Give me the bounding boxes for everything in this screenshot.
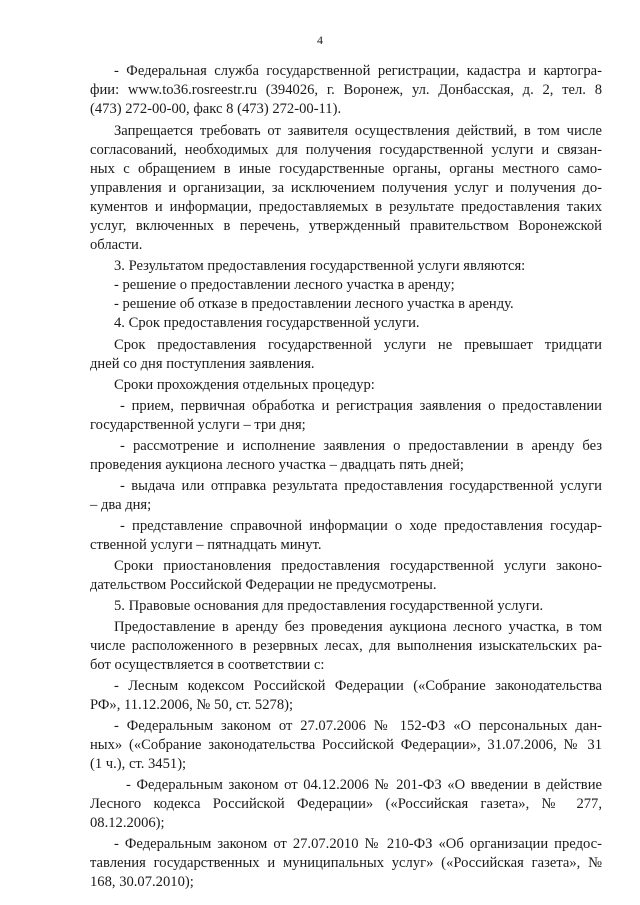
page-number: 4 — [317, 33, 323, 47]
text-line: (473) 272-00-00, факс 8 (473) 272-00-11). — [90, 101, 342, 117]
text-line: 3. Результатом предоставления государственной услуги являются: — [114, 258, 526, 274]
text-line: дательством Российской Федерации не предусмотрены. — [90, 577, 437, 593]
text-line: - Федеральным законом от 04.12.2006 № 201-ФЗ «О введении в действие — [126, 777, 602, 793]
text-line: ных с обращением в иные государственные органы, органы местного само- — [90, 161, 602, 177]
text-line: 5. Правовые основания для предоставления государственной услуги. — [114, 598, 544, 614]
text-line: (1 ч.), ст. 3451); — [90, 756, 187, 772]
text-line: тавления государственных и муниципальных услуг» («Российская газета», № — [90, 855, 602, 871]
text-line: РФ», 11.12.2006, № 50, ст. 5278); — [90, 697, 294, 713]
text-line: Сроки приостановления предоставления государственной услуги законо- — [114, 558, 602, 574]
text-line: - решение об отказе в предоставлении лесного участка в аренду. — [114, 296, 514, 312]
text-line: - Федеральная служба государственной регистрации, кадастра и картогра- — [114, 63, 602, 79]
text-line: кументов и информации, предоставляемых в результате предоставления таких — [90, 199, 602, 215]
text-line: - решение о предоставлении лесного участка в аренду; — [114, 277, 455, 293]
text-line: - Федеральным законом от 27.07.2010 № 210-ФЗ «Об организации предос- — [114, 836, 602, 852]
text-line: - прием, первичная обработка и регистрация заявления о предоставлении — [120, 398, 602, 414]
text-line: Срок предоставления государственной услуги не превышает тридцати — [114, 337, 602, 353]
text-line: 4. Срок предоставления государственной услуги. — [114, 315, 420, 331]
text-line: Запрещается требовать от заявителя осуществления действий, в том числе — [114, 123, 602, 139]
text-line: управления и организации, за исключением получения услуг и получения до- — [90, 180, 602, 196]
text-line: услуг, включенных в перечень, утвержденный правительством Воронежской — [90, 218, 602, 234]
text-line: ственной услуги – пятнадцать минут. — [90, 537, 322, 553]
text-line: 08.12.2006); — [90, 815, 165, 831]
text-line: числе расположенного в резервных лесах, для выполнения изыскательских ра- — [90, 638, 602, 654]
text-line: Предоставление в аренду без проведения аукциона лесного участка, в том — [114, 619, 602, 635]
text-line: Лесного кодекса Российской Федерации» («Российская газета», № 277, — [90, 796, 602, 812]
text-line: - представление справочной информации о ходе предоставления государ- — [120, 518, 602, 534]
text-line: - выдача или отправка результата предоставления государственной услуги — [120, 478, 602, 494]
text-line: фии: www.to36.rosreestr.ru (394026, г. Воронеж, ул. Донбасская, д. 2, тел. 8 — [90, 82, 602, 98]
text-line: - рассмотрение и исполнение заявления о предоставлении в аренду без — [120, 438, 602, 454]
text-line: - Лесным кодексом Российской Федерации («Собрание законодательства — [114, 678, 602, 694]
text-line: проведения аукциона лесного участка – двадцать пять дней; — [90, 457, 464, 473]
text-line: области. — [90, 237, 143, 253]
text-line: – два дня; — [90, 497, 152, 513]
text-line: - Федеральным законом от 27.07.2006 № 152-ФЗ «О персональных дан- — [114, 718, 602, 734]
text-line: Сроки прохождения отдельных процедур: — [114, 377, 375, 393]
text-line: согласований, необходимых для получения государственной услуги и связан- — [90, 142, 602, 158]
text-line: ных» («Собрание законодательства Российской Федерации», 31.07.2006, № 31 — [90, 737, 602, 753]
text-line: дней со дня поступления заявления. — [90, 356, 315, 372]
text-line: 168, 30.07.2010); — [90, 874, 194, 890]
text-line: бот осуществляется в соответствии с: — [90, 657, 325, 673]
text-line: государственной услуги – три дня; — [90, 417, 306, 433]
